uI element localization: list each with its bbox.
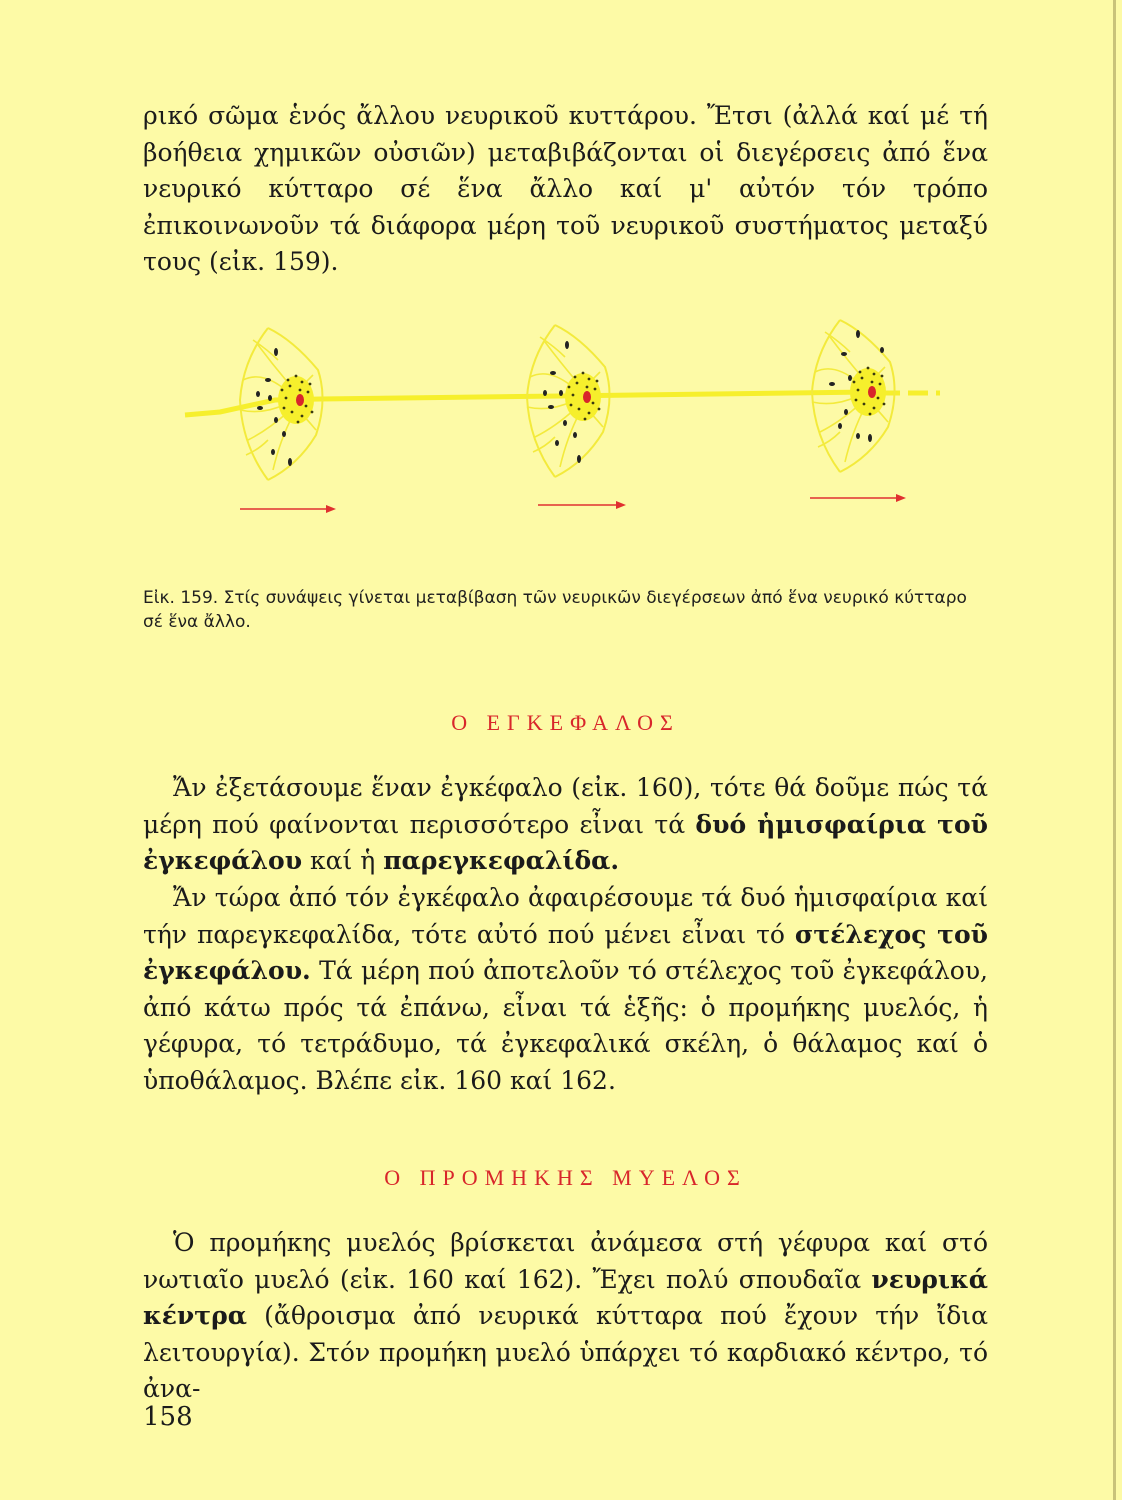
page-edge bbox=[1113, 0, 1116, 1500]
text-run: Ἄν τώρα ἀπό τόν ἐγκέφαλο ἀφαιρέσουμε τά δυό ἡμισφαίρια καί τήν παρεγκεφαλίδα, τότε αὐτό πού μένει εἶναι τό bbox=[143, 883, 988, 949]
direction-arrows bbox=[240, 494, 906, 513]
bold-term-brainstem: στέλεχος τοῦ ἐγκεφάλου. bbox=[143, 919, 988, 985]
section-heading-medulla: Ο ΠΡΟΜΗΚΗΣ ΜΥΕΛΟΣ bbox=[384, 1165, 747, 1190]
section-heading-brain: Ο ΕΓΚΕΦΑΛΟΣ bbox=[451, 710, 680, 735]
text-run: Ἄν ἐξετάσουμε ἕναν ἐγκέφαλο (εἰκ. 160), τότε θά δοῦμε πώς τά μέρη πού φαίνονται περισσότερο εἶναι τά bbox=[143, 773, 988, 839]
text-run: Ὁ προμήκης μυελός βρίσκεται ἀνάμεσα στή γέφυρα καί στό νωτιαῖο μυελό (εἰκ. 160 καί 162). Ἔχει πολύ σπουδαῖα bbox=[143, 1228, 988, 1294]
text-run: καί ἡ bbox=[302, 846, 384, 875]
brain-paragraph-2 bbox=[143, 880, 988, 1099]
bold-term-cerebellum: παρεγκεφαλίδα. bbox=[383, 846, 620, 875]
text-run: Τά μέρη πού ἀποτελοῦν τό στέλεχος τοῦ ἐγκεφάλου, ἀπό κάτω πρός τά ἐπάνω, εἶναι τά ἑξῆς: ὁ προμήκης μυελός, ἡ γέφυρα, τό τετράδυμο, τά ἐγκεφαλικά σκέλη, ὁ θάλαμος καί ὁ ὑποθάλαμος. Βλέπε εἰκ. 160 καί 162. bbox=[143, 956, 988, 1095]
neuron-2 bbox=[527, 325, 610, 477]
text-run: (ἄθροισμα ἀπό νευρικά κύτταρα πού ἔχουν τήν ἴδια λειτουργία). Στόν προμήκη μυελό ὑπάρχει τό καρδιακό κέντρο, τό ἀνα- bbox=[143, 1301, 988, 1403]
bold-term-hemispheres: δυό ἡμισφαίρια τοῦ ἐγκεφάλου bbox=[143, 809, 988, 875]
page-number: 158 bbox=[143, 1402, 193, 1432]
neurons-synapse-illustration bbox=[180, 300, 940, 530]
figure-caption: Εἰκ. 159. Στίς συνάψεις γίνεται μεταβίβαση τῶν νευρικῶν διεγέρσεων ἀπό ἕνα νευρικό κύτταρο σέ ἕνα ἄλλο. bbox=[143, 588, 967, 632]
brain-paragraph-1 bbox=[143, 770, 988, 880]
neuron-3 bbox=[812, 320, 895, 472]
medulla-paragraph bbox=[143, 1225, 988, 1408]
bold-term-nerve-centers: νευρικά κέντρα bbox=[143, 1264, 988, 1330]
intro-paragraph: ρικό σῶμα ἑνός ἄλλου νευρικοῦ κυττάρου. Ἔτσι (ἀλλά καί μέ τή βοήθεια χημικῶν οὐσιῶν) μεταβιβάζονται οἱ διεγέρσεις ἀπό ἕνα νευρικό κύτταρο σέ ἕνα ἄλλο καί μ' αὐτόν τόν τρόπο ἐπικοινωνοῦν τά διάφορα μέρη τοῦ νευρικοῦ συστήματος μεταξύ τους (εἰκ. 159). bbox=[143, 101, 988, 276]
